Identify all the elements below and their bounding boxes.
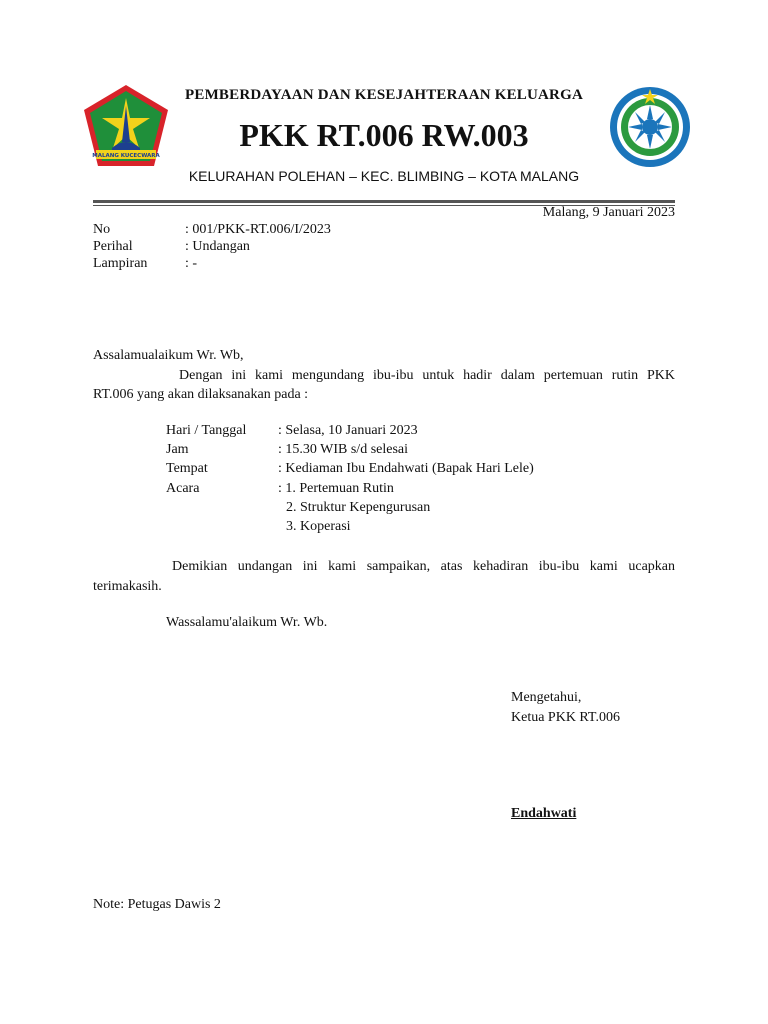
farewell: Wassalamu'alaikum Wr. Wb. [166,615,328,630]
logo-banner-text: MALANG KUCECWARA [92,153,160,159]
intro-line-1: Dengan ini kami mengundang ibu-ibu untuk hadir dalam pertemuan rutin PKK [179,368,675,383]
meta-label: No [93,222,111,237]
signer-name: Endahwati [511,806,577,821]
detail-value: : Selasa, 10 Januari 2023 [278,423,418,438]
meta-label: Lampiran [93,256,148,271]
intro-line-2: RT.006 yang akan dilaksanakan pada : [93,387,309,402]
meta-value: : - [185,256,198,271]
agenda-item-2: 2. Struktur Kepengurusan [286,500,431,515]
detail-label: Hari / Tanggal [166,423,247,438]
letterhead-address: KELURAHAN POLEHAN – KEC. BLIMBING – KOTA MALANG [188,168,580,184]
letterhead-title: PKK RT.006 RW.003 [239,117,529,153]
acknowledged-label: Mengetahui, [511,690,582,705]
agenda-item-3: 3. Koperasi [286,519,351,534]
footer-note: Note: Petugas Dawis 2 [93,897,221,912]
detail-label: Jam [166,442,189,457]
detail-value: : 1. Pertemuan Rutin [278,481,394,496]
detail-value: : 15.30 WIB s/d selesai [278,442,409,457]
meta-value: : 001/PKK-RT.006/I/2023 [185,222,331,237]
signer-position: Ketua PKK RT.006 [511,710,620,725]
meta-value: : Undangan [185,239,250,254]
letterhead-divider-thick [93,200,675,203]
closing-line-2: terimakasih. [93,579,162,594]
detail-label: Tempat [166,461,208,476]
letter-date: Malang, 9 Januari 2023 [542,205,675,220]
detail-value: : Kediaman Ibu Endahwati (Bapak Hari Lele) [278,461,534,476]
greeting: Assalamualaikum Wr. Wb, [93,348,244,363]
detail-label: Acara [166,481,200,496]
closing-line-1: Demikian undangan ini kami sampaikan, atas kehadiran ibu-ibu kami ucapkan [172,559,675,574]
meta-label: Perihal [93,239,133,254]
organization-name: PEMBERDAYAAN DAN KESEJAHTERAAN KELUARGA [185,87,583,103]
